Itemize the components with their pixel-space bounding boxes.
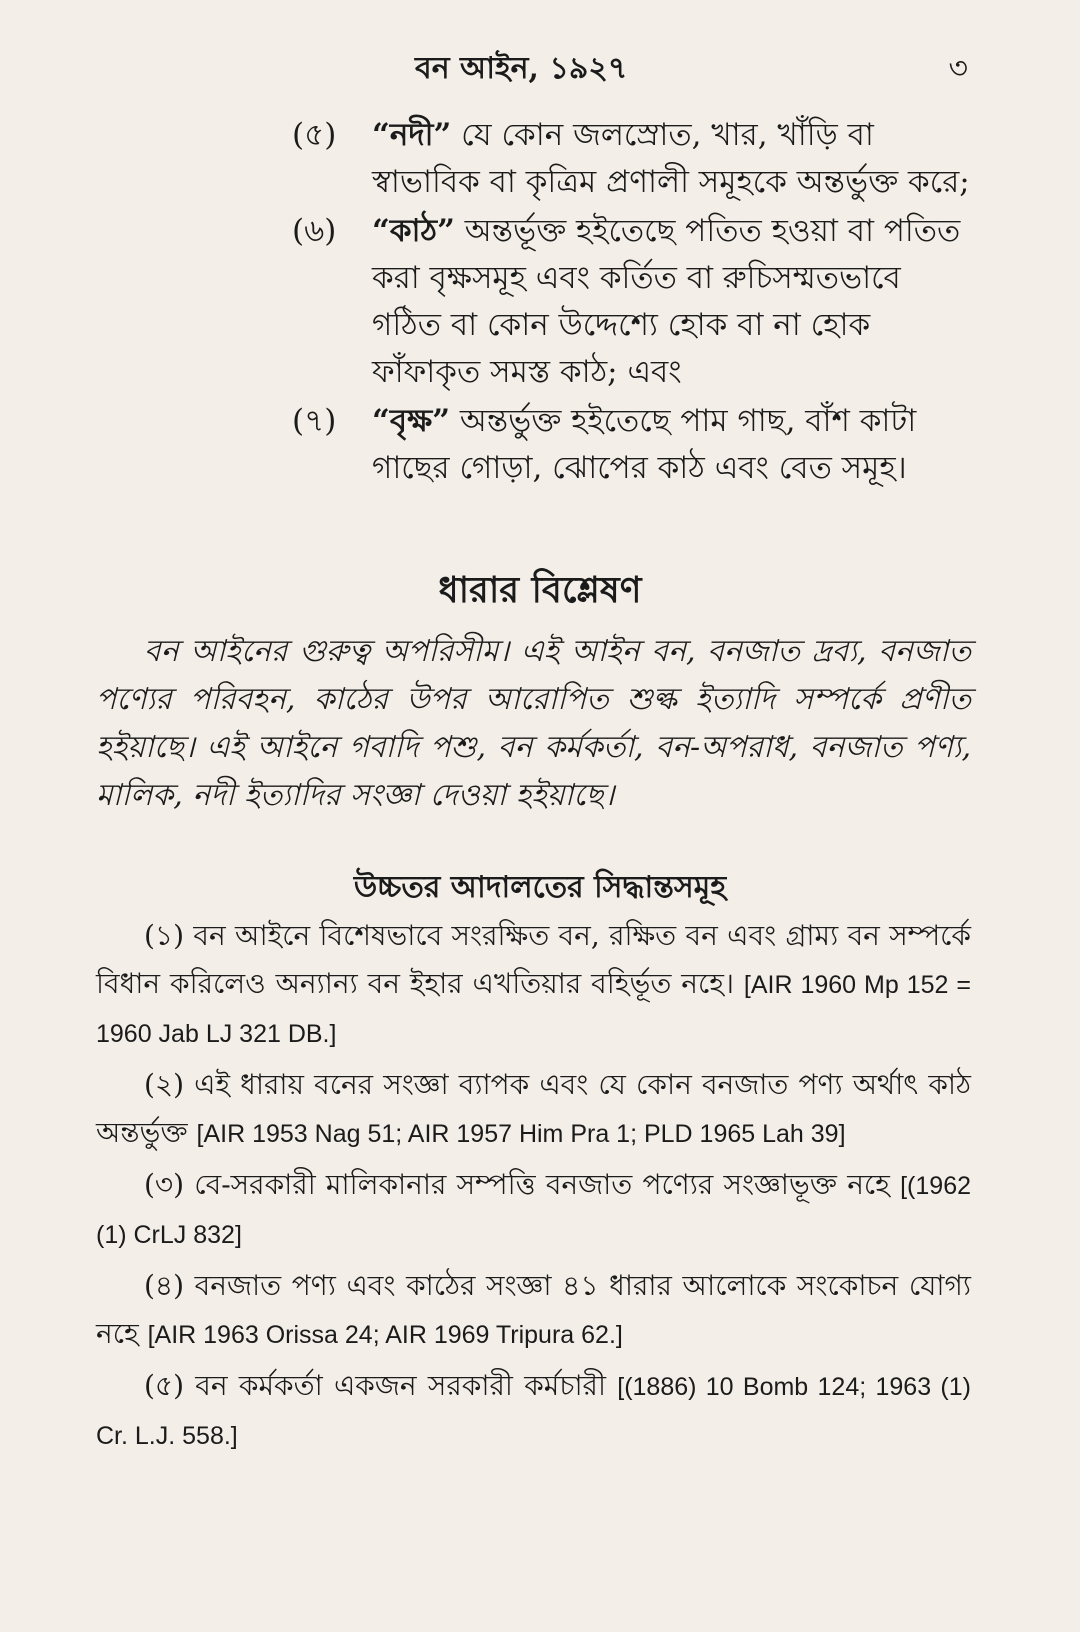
ruling-item (96, 1061, 971, 1158)
definition-text: যে কোন জলস্রোত, খার, খাঁড়ি বা স্বাভাবিক বা কৃত্রিম প্রণালী সমূহকে অন্তর্ভুক্ত করে; (372, 117, 970, 200)
definitions-list (292, 112, 972, 494)
ruling-citation: [AIR 1963 Orissa 24; AIR 1969 Tripura 62.] (147, 1321, 623, 1349)
definition-item (292, 398, 972, 492)
definition-term: “বৃক্ষ” (372, 403, 451, 439)
ruling-item (96, 1362, 971, 1460)
ruling-citation: [(1962 (1) CrLJ 832] (96, 1172, 971, 1249)
section-heading: ধারার বিশ্লেষণ (438, 569, 642, 611)
definition-number: (৭) (292, 403, 337, 439)
ruling-text: (৪) বনজাত পণ্য এবং কাঠের সংজ্ঞা ৪১ ধারার আলোকে সংকোচন যোগ্য নহে (96, 1269, 971, 1350)
definition-item (292, 112, 972, 206)
running-header (0, 44, 1080, 94)
ruling-citation: [AIR 1960 Mp 152 = 1960 Jab LJ 321 DB.] (96, 971, 971, 1048)
ruling-item (96, 1262, 971, 1359)
ruling-citation: [AIR 1953 Nag 51; AIR 1957 Him Pra 1; PLD 1965 Lah 39] (196, 1120, 846, 1148)
rulings-list (96, 912, 971, 1463)
analysis-paragraph: বন আইনের গুরুত্ব অপরিসীম। এই আইন বন, বনজাত দ্রব্য, বনজাত পণ্যের পরিবহন, কাঠের উপর আরোপিত শুল্ক ইত্যাদি সম্পর্কে প্রণীত হইয়াছে। এই আইনে গবাদি পশু, বন কর্মকর্তা, বন-অপরাধ, বনজাত পণ্য, মালিক, নদী ইত্যাদির সংজ্ঞা দেওয়া হইয়াছে। (96, 634, 971, 813)
rulings-heading: উচ্চতর আদালতের সিদ্ধান্তসমূহ (353, 870, 727, 905)
ruling-text: (২) এই ধারায় বনের সংজ্ঞা ব্যাপক এবং যে কোন বনজাত পণ্য অর্থাৎ কাঠ অন্তর্ভুক্ত (96, 1068, 971, 1149)
definition-term: “কাঠ” (372, 213, 455, 249)
page-number: ৩ (948, 51, 968, 86)
ruling-text: (৫) বন কর্মকর্তা একজন সরকারী কর্মচারী (144, 1369, 618, 1402)
definition-term: “নদী” (372, 117, 452, 153)
ruling-item (96, 912, 971, 1058)
definition-item (292, 208, 972, 396)
ruling-citation: [(1886) 10 Bomb 124; 1963 (1) Cr. L.J. 558.] (96, 1373, 971, 1450)
definition-text: অন্তর্ভুক্ত হইতেছে পাম গাছ, বাঁশ কাটা গাছের গোড়া, ঝোপের কাঠ এবং বেত সমূহ। (372, 403, 917, 486)
ruling-text: (৩) বে-সরকারী মালিকানার সম্পত্তি বনজাত পণ্যের সংজ্ঞাভূক্ত নহে (144, 1168, 901, 1201)
ruling-text: (১) বন আইনে বিশেষভাবে সংরক্ষিত বন, রক্ষিত বন এবং গ্রাম্য বন সম্পর্কে বিধান করিলেও অন্যান্য বন ইহার এখতিয়ার বহির্ভূত নহে। (96, 919, 971, 1000)
ruling-item (96, 1161, 971, 1259)
definition-number: (৬) (292, 213, 337, 249)
definition-text: অন্তর্ভূক্ত হইতেছে পতিত হওয়া বা পতিত করা বৃক্ষসমূহ এবং কর্তিত বা রুচিসম্মতভাবে গঠিত বা কোন উদ্দেশ্যে হোক বা না হোক ফাঁফাকৃত সমস্ত কাঠ; এবং (372, 213, 961, 390)
definition-number: (৫) (292, 117, 337, 153)
header-title: বন আইন, ১৯২৭ (415, 51, 628, 86)
